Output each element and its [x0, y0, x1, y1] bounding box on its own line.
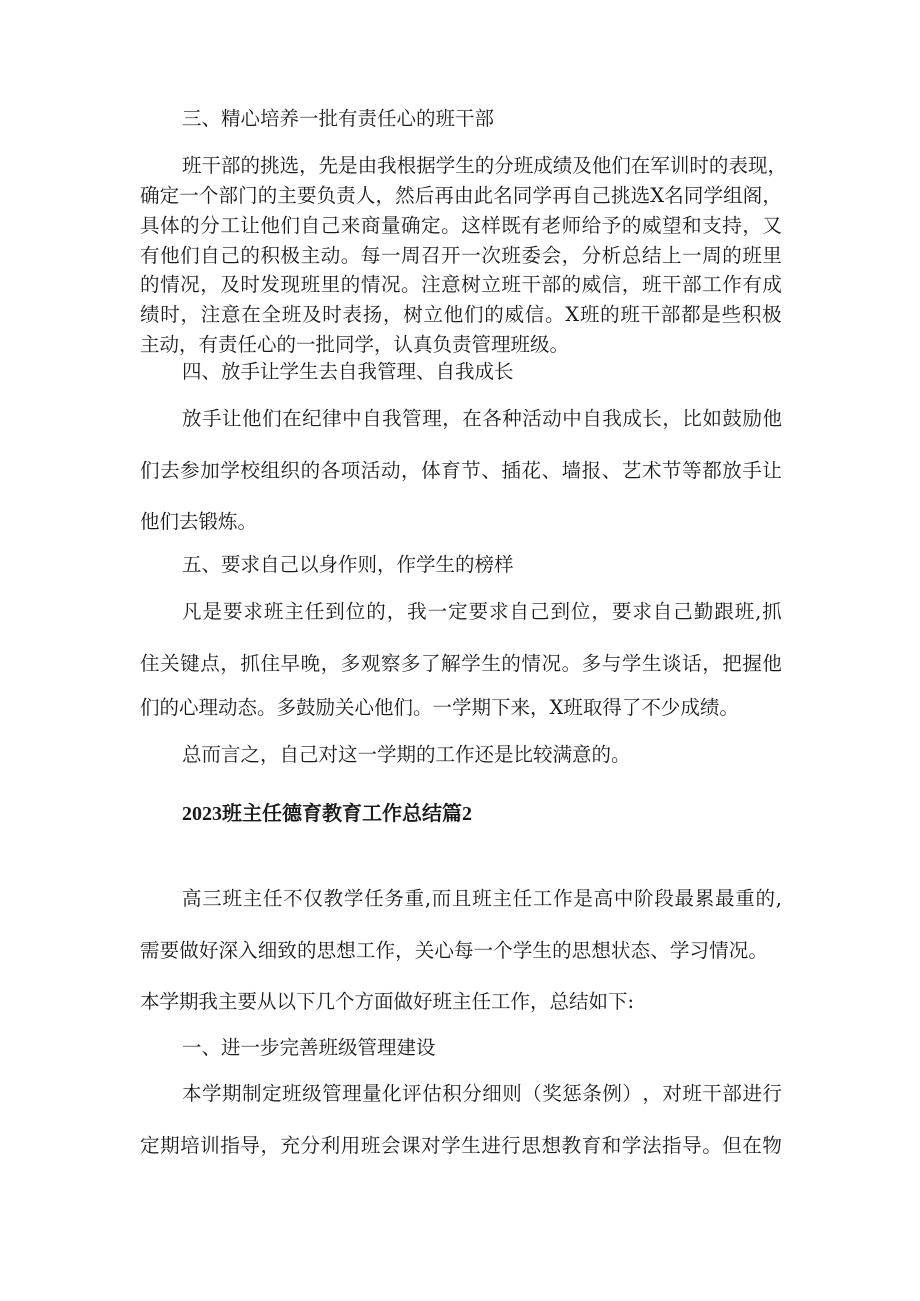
- paragraph-line: 他们去锻炼。: [140, 510, 258, 533]
- paragraph-line: 总而言之，自己对这一学期的工作还是比较满意的。: [182, 743, 631, 766]
- section-heading-5: 五、要求自己以身作则，作学生的榜样: [182, 553, 514, 576]
- article-title: 2023班主任德育教育工作总结篇2: [182, 803, 472, 825]
- paragraph-line: 住 关 键 点 ， 抓 住 早 晚 ， 多 观 察 多 了 解 学 生 的 情 况 。 多 与 学 生 谈 话 ， 把 握 他: [140, 652, 782, 675]
- paragraph-line: 绩 时 ， 注 意 在 全 班 及 时 表 扬 ， 树 立 他 们 的 威 信 。 X 班 的 班 干 部 都 是 些 积 极: [140, 303, 782, 326]
- paragraph-line: 凡 是 要 求 班 主 任 到 位 的 ， 我 一 定 要 求 自 己 到 位 ， 要 求 自 己 勤 跟 班 , 抓: [182, 600, 782, 623]
- paragraph-line: 主动，有责任心的一批同学，认真负责管理班级。: [140, 333, 570, 356]
- paragraph-line: 们的心理动态。多鼓励关心他们。一学期下来，X班取得了不少成绩。: [140, 696, 739, 719]
- paragraph-line: 需 要 做 好 深 入 细 致 的 思 想 工 作 ， 关 心 每 一 个 学 生 的 思 想 状 态 、 学 习 情 况 。: [140, 939, 768, 962]
- paragraph-line: 具 体 的 分 工 让 他 们 自 己 来 商 量 确 定 。 这 样 既 有 老 师 给 予 的 威 望 和 支 持 ， 又: [140, 214, 782, 237]
- paragraph-line: 的 情 况 ， 及 时 发 现 班 里 的 情 况 。 注 意 树 立 班 干 部 的 威 信 ， 班 干 部 工 作 有 成: [140, 273, 782, 296]
- paragraph-line: 班 干 部 的 挑 选 ， 先 是 由 我 根 据 学 生 的 分 班 成 绩 及 他 们 在 军 训 时 的 表 现 ，: [182, 154, 787, 177]
- paragraph-line: 高 三 班 主 任 不 仅 教 学 任 务 重 , 而 且 班 主 任 工 作 是 高 中 阶 段 最 累 最 重 的 ,: [182, 887, 782, 910]
- section-heading-1: 一、进一步完善班级管理建设: [182, 1036, 436, 1059]
- section-heading-3: 三、精心培养一批有责任心的班干部: [182, 107, 495, 130]
- section-heading-4: 四、放手让学生去自我管理、自我成长: [182, 360, 514, 383]
- paragraph-line: 放 手 让 他 们 在 纪 律 中 自 我 管 理 ， 在 各 种 活 动 中 自 我 成 长 ， 比 如 鼓 励 他: [182, 407, 782, 430]
- paragraph-line: 定 期 培 训 指 导 ， 充 分 利 用 班 会 课 对 学 生 进 行 思 想 教 育 和 学 法 指 导 。 但 在 物: [140, 1134, 782, 1157]
- paragraph-line: 本学期我主要从以下几个方面做好班主任工作，总结如下:: [140, 990, 635, 1013]
- paragraph-line: 确 定 一 个 部 门 的 主 要 负 责 人 ， 然 后 再 由 此 名 同 学 再 自 己 挑 选 X 名 同 学 组 阁 ，: [140, 184, 782, 207]
- paragraph-line: 们 去 参 加 学 校 组 织 的 各 项 活 动 ， 体 育 节 、 插 花 、 墙 报 、 艺 术 节 等 都 放 手 让: [140, 459, 782, 482]
- paragraph-line: 本 学 期 制 定 班 级 管 理 量 化 评 估 积 分 细 则 （ 奖 惩 条 例 ） ， 对 班 干 部 进 行: [182, 1082, 782, 1105]
- paragraph-line: 有 他 们 自 己 的 积 极 主 动 。 每 一 周 召 开 一 次 班 委 会 ， 分 析 总 结 上 一 周 的 班 里: [140, 244, 782, 267]
